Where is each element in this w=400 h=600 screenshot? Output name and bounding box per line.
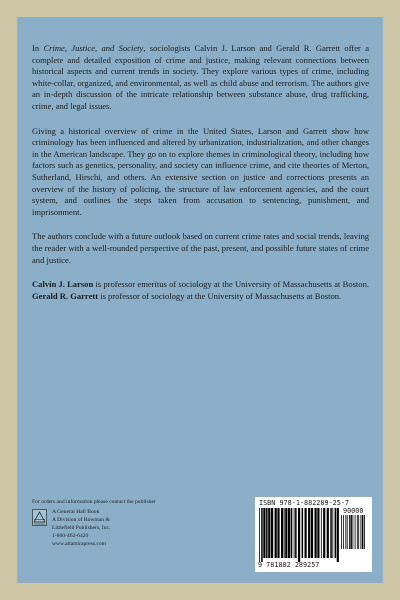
barcode-bar [298, 508, 300, 562]
addon-barcode-bars [341, 515, 367, 553]
paragraph-intro [32, 43, 369, 113]
barcode-bar [335, 508, 337, 558]
back-cover [17, 17, 383, 583]
ean-barcode-bars [259, 508, 339, 562]
paragraph-conclusion: The authors conclude with a future outlook based on current crime rates and social trends, leaving the reader with a well-rounded perspective of the past, present, and possible future states of crime and justice. [32, 231, 369, 265]
barcode-bar [349, 515, 350, 549]
barcode-bar [317, 508, 319, 558]
author1-name: Calvin J. Larson [32, 279, 94, 290]
publisher-info [32, 498, 192, 548]
author2-name: Gerald R. Garrett [32, 290, 99, 301]
book-title: Crime, Justice, and Society [43, 43, 144, 53]
author2-description: is professor of sociology at the University of Massachusetts at Boston. [98, 290, 342, 301]
barcode-digits: 9 781882 289257 [258, 561, 320, 569]
barcode-bar [261, 508, 263, 562]
barcode-bar [266, 508, 268, 558]
barcode-bar [305, 508, 307, 558]
barcode-bar [327, 508, 329, 558]
publisher-line-company: Littlefield Publishers, Inc. [52, 525, 111, 531]
barcode-bar [277, 508, 279, 558]
barcode-bar [343, 515, 344, 549]
barcode-bar [341, 515, 342, 549]
barcode-bar [362, 515, 364, 549]
barcode-bar [284, 508, 285, 558]
publisher-line-imprint: A General Hall Book [52, 509, 100, 515]
barcode-bar [311, 508, 313, 558]
barcode-bar [337, 508, 339, 562]
paragraph-intro-rest: , sociologists Calvin J. Larson and Gerald R. Garrett offer a complete and detailed exposition of crime and justice, making relevant connections between historical aspects and current trends in society. They explore various types of crime, including white-collar, organized, and environmental, as well as child abuse and terrorism. The authors give an in-depth discussion of the intricate relationship between substance abuse, drug trafficking, crime, and legal issues. [32, 43, 370, 111]
publisher-logo-icon [32, 509, 47, 526]
author-bios [32, 279, 369, 302]
barcode-bar [357, 515, 358, 549]
publisher-contact-intro: For orders and information please contact the publisher [32, 499, 156, 505]
barcode-bar [294, 508, 295, 558]
isbn-number: ISBN 978-1-882289-25-7 [259, 499, 350, 507]
barcode-bar [271, 508, 273, 558]
barcode-bar [330, 508, 332, 558]
blurb-text [32, 43, 369, 315]
price-code: 90000 [343, 507, 364, 515]
barcode-bar [308, 508, 310, 558]
barcode-bar [350, 515, 352, 549]
publisher-line-phone: 1-800-462-6420 [52, 533, 89, 539]
author1-description: is professor emeritus of sociology at the University of Massachusetts at Boston. [93, 279, 369, 290]
barcode-bar [288, 508, 290, 558]
barcode-bar [291, 508, 293, 558]
barcode-bar [361, 515, 362, 549]
barcode-bar [302, 508, 304, 558]
isbn-barcode [255, 497, 372, 572]
barcode-bar [358, 515, 359, 549]
barcode-bar [259, 508, 260, 562]
barcode-bar [321, 508, 322, 558]
barcode-bar [315, 508, 317, 558]
barcode-bar [275, 508, 277, 558]
publisher-line-division: A Division of Rowman & [52, 517, 110, 523]
barcode-bar [263, 508, 265, 558]
barcode-bar [332, 508, 333, 558]
barcode-bar [323, 508, 325, 558]
barcode-bar [355, 515, 356, 549]
publisher-row [32, 508, 192, 548]
barcode-bar [268, 508, 270, 558]
barcode-bar [345, 515, 346, 549]
paragraph-history: Giving a historical overview of crime in the United States, Larson and Garrett show how criminology has been influenced and altered by urbanization, industrialization, and other changes in the American landscape. They go on to explore themes in criminological theory, including how factors such as genetics, personality, and society can influence crime, and cite theories of Merton, Sutherland, Hirschi, and others. An extensive section on justice and corrections presents an overview of the history of policing, the structure of law enforcement agencies, and the court system, and outlines the steps taken from accusation to sentencing, punishment, and imprisonment. [32, 125, 369, 217]
barcode-bar [347, 515, 348, 549]
barcode-bar [281, 508, 283, 558]
barcode-bar [353, 515, 354, 549]
paragraph-intro-lead: In [32, 43, 44, 53]
publisher-lines [52, 508, 110, 548]
barcode-bar [364, 515, 365, 549]
publisher-line-website: www.altamirapress.com [52, 541, 107, 547]
barcode-bar [285, 508, 287, 558]
barcode-bar [295, 508, 297, 558]
